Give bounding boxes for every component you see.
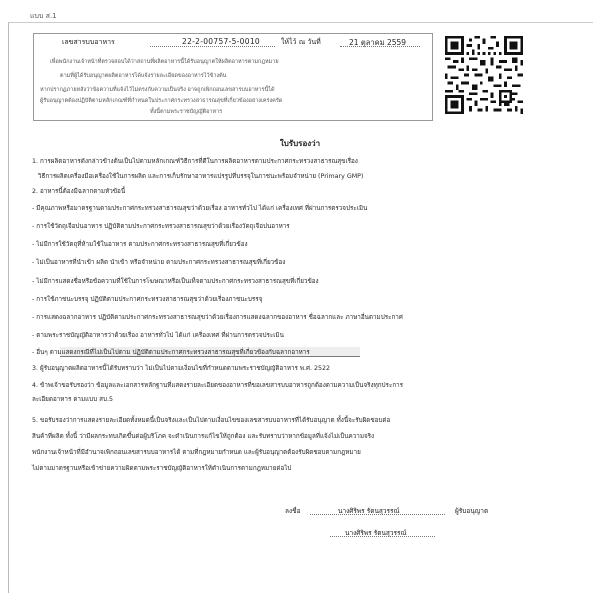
sign-label: ลงชื่อ [285,507,301,515]
header-line-1: เพื่อพนักงานเจ้าหน้าที่ตรวจสอบได้ว่าสถานที่ผลิตอาหารนี้ได้รับอนุญาตให้ผลิตอาหารตามกฎหมาย [50,59,279,65]
header-line-5: ทั้งนี้ตามพระราชบัญญัติอาหาร [150,109,223,115]
body-line: - การแสดงฉลากอาหาร ปฏิบัติตามประกาศกระทรวงสาธารณสุขว่าด้วยเรื่องการแสดงฉลากของอาหาร ชื่อฉลากและ ภาษาอื่นตามประกาศ [32,314,403,321]
body-line: - มีคุณภาพหรือมาตรฐานตามประกาศกระทรวงสาธารณสุขว่าด้วยเรื่อง อาหารทั่วไป ได้แก่ เครื่องเทศ ที่ผ่านการตรวจประเมิน [32,205,368,212]
body-line: - ตามพระราชบัญญัติอาหารว่าด้วยเรื่อง อาหารทั่วไป ได้แก่ เครื่องเทศ ที่ผ่านการตรวจประเมิน [32,332,284,339]
issue-date-label: ให้ไว้ ณ วันที่ [281,38,321,46]
issue-date: 21 ตุลาคม 2559 [349,38,407,47]
body-line: - ไม่มีการแสดงชื่อหรือข้อความที่ใช้ในการโฆษณาหรือเป็นเท็จตามประกาศกระทรวงสาธารณสุขที่เกี่ยวข้อง [32,278,319,285]
certificate-title: ใบรับรองว่า [279,139,321,148]
registration-number: 22-2-00757-5-0010 [182,37,260,46]
form-code: แบบ ส.1 [30,12,57,20]
body-line: - อื่นๆ ตามแสดงกรณีที่ไม่เป็นไปตาม ปฏิบัติตามประกาศกระทรวงสาธารณสุขที่เกี่ยวข้องกับฉลากอาหาร [32,349,310,356]
date-underline [340,46,420,47]
body-line: 2. อาหารนี้ต้องมีฉลากตามหัวข้อนี้ [32,188,126,195]
registration-ref-label: เลขสารบบอาหาร [62,38,115,46]
number-underline [150,46,275,47]
signer-name: นางศิริพร รัตนสุวรรณ์ [338,507,400,515]
body-line: 5. ขอรับรองว่าการแสดงรายละเอียดทั้งหมดนี้เป็นจริงและเป็นไปตามเงื่อนไขของเลขสารบบอาหารที่ได้รับอนุญาต ทั้งนี้จะรับผิดชอบต่อ [32,417,391,424]
header-line-2: ตามที่ผู้ได้รับอนุญาตผลิตอาหารได้แจ้งรายละเอียดของอาหารไว้ข้างต้น [60,73,227,79]
body-line: - การใช้ภาชนะบรรจุ ปฏิบัติตามประกาศกระทรวงสาธารณสุขว่าด้วยเรื่องภาชนะบรรจุ [32,296,263,303]
body-line: - ไม่เป็นอาหารที่นำเข้า ผลิต นำเข้า หรือจำหน่าย ตามประกาศกระทรวงสาธารณสุขที่เกี่ยวข้อง [32,259,286,266]
body-line: 3. ผู้รับอนุญาตผลิตอาหารนี้ได้รับทราบว่า ไม่เป็นไปตามเงื่อนไขที่กำหนดตามพระราชบัญญัติอาหาร พ.ศ. 2522 [32,365,331,372]
signer-role: ผู้รับอนุญาต [455,507,489,515]
body-line: ละเอียดอาหาร ตามแบบ สบ.5 [32,396,114,403]
qr-code-icon [445,36,523,114]
header-line-4: ผู้รับอนุญาตต้องปฏิบัติตามหลักเกณฑ์ที่กำหนดในประกาศกระทรวงสาธารณสุขที่เกี่ยวข้องอย่างเคร่งครัด [40,98,283,104]
body-line: 4. ข้าพเจ้าขอรับรองว่า ข้อมูลและเอกสารหลักฐานที่แสดงรายละเอียดของอาหารที่ขอเลขสารบบอาหารถูกต้องตามความเป็นจริงทุกประการ [32,382,404,389]
printed-name: นางศิริพร รัตนสุวรรณ์ [345,529,407,537]
body-line: ไม่ตามมาตรฐานหรือเข้าข่ายความผิดตามพระราชบัญญัติอาหารให้ดำเนินการตามกฎหมายต่อไป [32,465,292,472]
body-line: วิธีการผลิตเครื่องมือเครื่องใช้ในการผลิต และการเก็บรักษาอาหารแปรรูปที่บรรจุในภาชนะพร้อมจำหน่าย (Primary GMP) [38,173,364,180]
body-line: สินค้าที่ผลิต ทั้งนี้ ว่ามีผลกระทบเกิดขึ้นต่อผู้บริโภค จะดำเนินการแก้ไขให้ถูกต้อง และรับทราบว่าหากข้อมูลที่แจ้งไม่เป็นความจริง [32,433,375,440]
body-line: - การใช้วัตถุเจือปนอาหาร ปฏิบัติตามประกาศกระทรวงสาธารณสุขว่าด้วยเรื่องวัตถุเจือปนอาหาร [32,223,290,230]
header-line-3: หากปรากฏภายหลังว่าข้อความที่แจ้งไว้ไม่ตรงกับความเป็นจริง อาจถูกเพิกถอนเลขสารบบอาหารนี้ได้ [40,87,275,93]
body-line: พนักงานเจ้าหน้าที่มีอำนาจเพิกถอนเลขสารบบอาหารได้ ตามที่กฎหมายกำหนด และผู้รับอนุญาตต้องรับผิดชอบตามกฎหมาย [32,449,361,456]
body-line: 1. การผลิตอาหารดังกล่าวข้างต้นเป็นไปตามหลักเกณฑ์วิธีการที่ดีในการผลิตอาหารตามประกาศกระทรวงสาธารณสุขเรื่อง [32,158,358,165]
body-line: - ไม่มีการใช้วัตถุที่ห้ามใช้ในอาหาร ตามประกาศกระทรวงสาธารณสุขที่เกี่ยวข้อง [32,241,248,248]
